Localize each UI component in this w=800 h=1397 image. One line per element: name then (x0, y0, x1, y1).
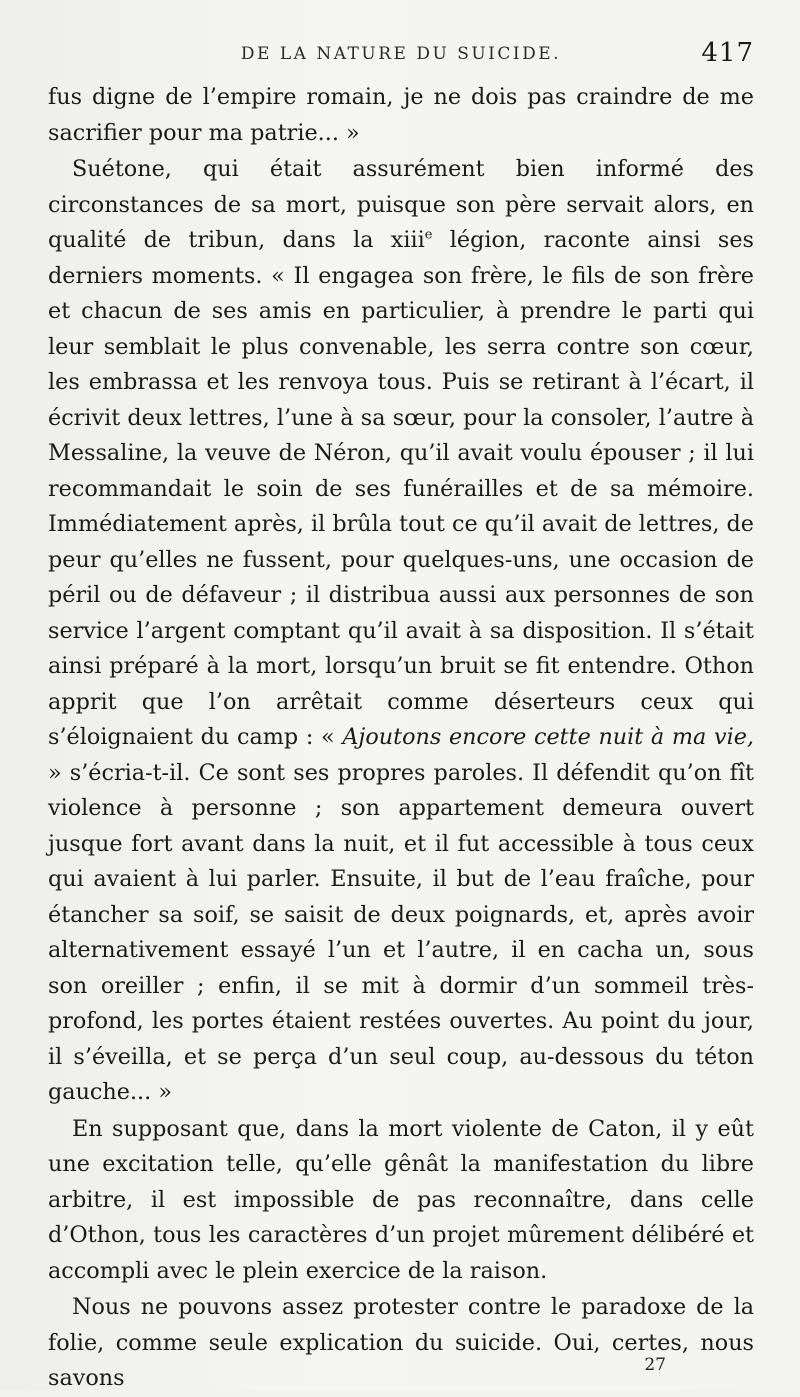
signature-mark: 27 (644, 1355, 666, 1375)
page-header (48, 38, 754, 78)
body-text (48, 80, 754, 1397)
paragraph-2-text-b: légion, raconte ainsi ses derniers moments. « Il engagea son frère, le fils de son frère et chacun de ses amis en particulier, à prendre le parti qui leur semblait le plus convenable, les serra contre son cœur, les embrassa et les renvoya tous. Puis se retirant à l’écart, il écrivit deux lettres, l’une à sa sœur, pour la consoler, l’autre à Messaline, la veuve de Néron, qu’il avait voulu épouser ; il lui recommandait le soin de ses funérailles et de sa mémoire. Immédiatement après, il brûla tout ce qu’il avait de lettres, de peur qu’elles ne fussent, pour quelques-uns, une occasion de péril ou de défaveur ; il distribua aussi aux personnes de son service l’argent comptant qu’il avait à sa disposition. Il s’était ainsi préparé à la mort, lorsqu’un bruit se fit entendre. Othon apprit que l’on arrêtait comme déserteurs ceux qui s’éloignaient du camp : « (48, 227, 754, 750)
paragraph-1 (48, 80, 754, 151)
paragraph-2 (48, 152, 754, 1111)
paragraph-3 (48, 1112, 754, 1290)
paragraph-2-text-a: Suétone, qui était assurément bien informé des circonstances de sa mort, puisque son père servait alors, en qualité de tribun, dans la xiii (48, 156, 754, 253)
running-title: DE LA NATURE DU SUICIDE. (240, 44, 562, 64)
paragraph-4-text: Nous ne pouvons assez protester contre le paradoxe de la folie, comme seule explication du suicide. Oui, certes, nous savons (48, 1294, 754, 1391)
page-number: 417 (701, 38, 754, 68)
paragraph-4 (48, 1290, 754, 1397)
paragraph-3-text: En supposant que, dans la mort violente de Caton, il y eût une excitation telle, qu’elle gênât la manifestation du libre arbitre, il est impossible de pas reconnaître, dans celle d’Othon, tous les caractères d’un projet mûrement délibéré et accompli avec le plein exercice de la raison. (48, 1115, 754, 1284)
paragraph-2-text-c: » s’écria-t-il. Ce sont ses propres paroles. Il défendit qu’on fît violence à personne ; son appartement demeura ouvert jusque fort avant dans la nuit, et il fut accessible à tous ceux qui avaient à lui parler. Ensuite, il but de l’eau fraîche, pour étancher sa soif, se saisit de deux poignards, et, après avoir alternativement essayé l’un et l’autre, il en cacha un, sous son oreiller ; enfin, il se mit à dormir d’un sommeil très-profond, les portes étaient restées ouvertes. Au point du jour, il s’éveilla, et se perça d’un seul coup, au-dessous du téton gauche... » (48, 759, 754, 1105)
paragraph-1-text: fus digne de l’empire romain, je ne dois pas craindre de me sacrifier pour ma patrie... » (48, 84, 754, 146)
superscript-e: e (424, 227, 433, 243)
quote-italic: Ajoutons encore cette nuit à ma vie, (342, 724, 755, 750)
